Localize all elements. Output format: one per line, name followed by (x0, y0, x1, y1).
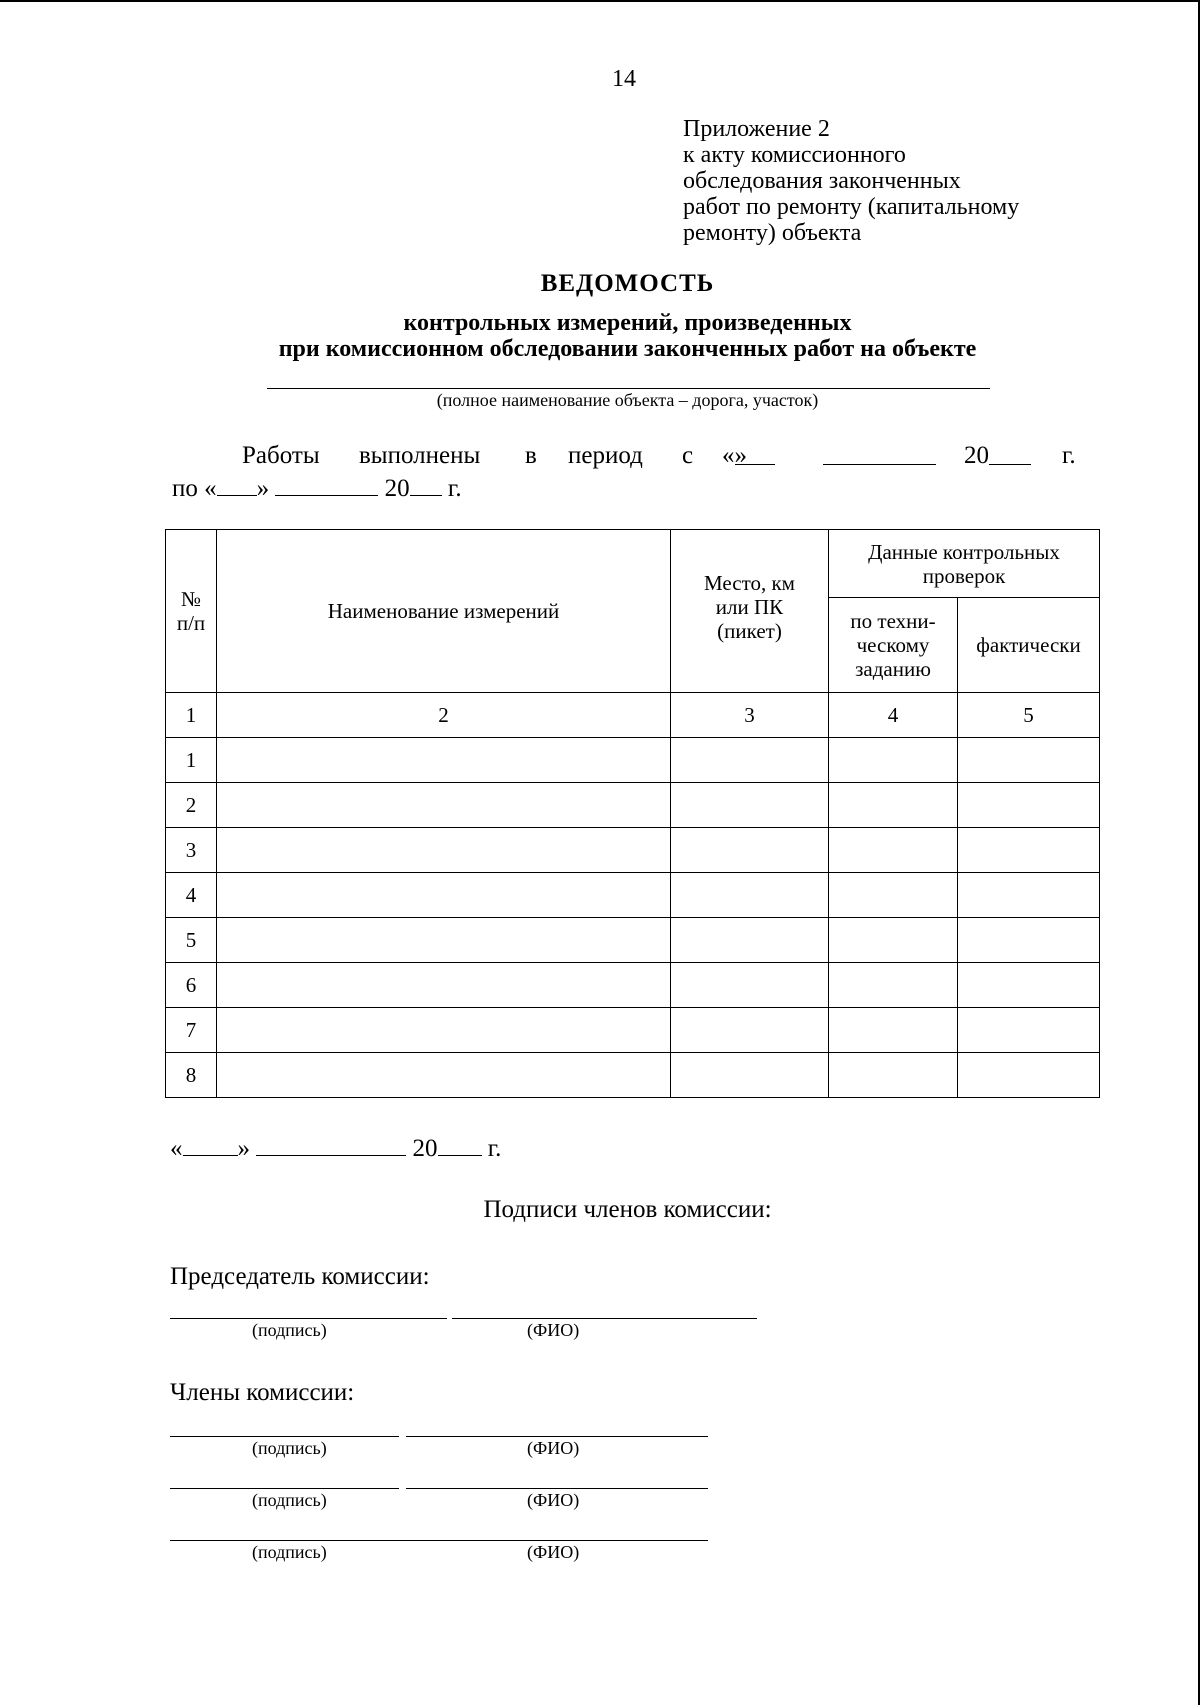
cell-place[interactable] (671, 828, 829, 873)
appendix-line: к акту комиссионного (683, 142, 906, 168)
column-number: 3 (671, 693, 829, 738)
chairman-signature-field[interactable] (170, 1318, 447, 1319)
appendix-line: обследования законченных (683, 168, 961, 194)
year-suffix: г. (1062, 442, 1076, 469)
cell-name[interactable] (217, 873, 671, 918)
start-day-field[interactable] (735, 442, 775, 465)
table-row (166, 873, 1100, 918)
end-day-field[interactable] (217, 473, 257, 496)
table-row (166, 783, 1100, 828)
cell-actual[interactable] (958, 783, 1100, 828)
cell-place[interactable] (671, 963, 829, 1008)
cell-place[interactable] (671, 738, 829, 783)
table-row (166, 1053, 1100, 1098)
period-word: с (682, 442, 694, 469)
document-subtitle (0, 310, 1200, 362)
cell-place[interactable] (671, 873, 829, 918)
date-quote-open: « (170, 1135, 183, 1162)
object-name-field[interactable] (267, 388, 990, 389)
subtitle-line-1: контрольных измерений, произведенных (403, 310, 852, 336)
cell-name[interactable] (217, 828, 671, 873)
table-row (166, 828, 1100, 873)
member-signature-field[interactable] (170, 1488, 399, 1489)
period-word: Работы (242, 442, 320, 469)
date-quote-close: » (237, 1135, 250, 1162)
date-year-field[interactable] (438, 1133, 482, 1156)
chairman-name-caption: (ФИО) (527, 1320, 580, 1340)
date-month-field[interactable] (256, 1133, 406, 1156)
period-word: в (525, 442, 537, 469)
row-number: 3 (166, 828, 217, 873)
table-row (166, 738, 1100, 783)
member-name-field[interactable] (406, 1488, 708, 1489)
appendix-note (683, 116, 1019, 246)
date-year-suffix: г. (487, 1135, 502, 1162)
date-year-prefix: 20 (412, 1135, 438, 1162)
end-year-prefix: 20 (384, 475, 410, 502)
cell-spec[interactable] (829, 918, 958, 963)
page-number: 14 (612, 66, 636, 92)
measurements-table (165, 529, 1100, 1098)
column-number: 5 (958, 693, 1100, 738)
appendix-line: ремонту) объекта (683, 220, 862, 246)
cell-spec[interactable] (829, 963, 958, 1008)
member-name-caption: (ФИО) (527, 1438, 580, 1458)
start-year-field[interactable] (989, 442, 1031, 465)
year-prefix: 20 (964, 442, 989, 469)
cell-name[interactable] (217, 1053, 671, 1098)
header-name-text: Наименование измерений (327, 599, 560, 623)
header-data-group (829, 530, 1100, 598)
cell-name[interactable] (217, 918, 671, 963)
document-title: ВЕДОМОСТЬ (540, 270, 715, 297)
quote-close: » (734, 442, 747, 469)
cell-spec[interactable] (829, 1008, 958, 1053)
date-day-field[interactable] (183, 1133, 238, 1156)
cell-actual[interactable] (958, 1008, 1100, 1053)
period-word: выполнены (359, 442, 481, 469)
header-place (671, 530, 829, 693)
cell-actual[interactable] (958, 1053, 1100, 1098)
cell-actual[interactable] (958, 963, 1100, 1008)
header-data-group-text: Данные контрольных проверок (868, 539, 1060, 588)
quote-open: « (722, 442, 735, 469)
row-number: 8 (166, 1053, 217, 1098)
date-line (170, 1133, 501, 1163)
cell-place[interactable] (671, 918, 829, 963)
header-num-text: № п/п (176, 587, 206, 635)
cell-place[interactable] (671, 1053, 829, 1098)
cell-name[interactable] (217, 963, 671, 1008)
row-number: 1 (166, 738, 217, 783)
header-place-text: Место, км или ПК (пикет) (704, 571, 795, 643)
cell-spec[interactable] (829, 783, 958, 828)
appendix-line: Приложение 2 (683, 116, 830, 142)
period-word: период (568, 442, 643, 469)
chairman-signature-caption: (подпись) (252, 1320, 327, 1340)
cell-place[interactable] (671, 1008, 829, 1053)
cell-name[interactable] (217, 738, 671, 783)
row-number: 5 (166, 918, 217, 963)
appendix-line: работ по ремонту (капитальному (683, 194, 1020, 220)
member-name-caption: (ФИО) (527, 1542, 580, 1562)
header-name (217, 530, 671, 693)
object-name-caption: (полное наименование объекта – дорога, участок) (436, 390, 819, 410)
period-line-2 (172, 473, 462, 503)
row-number: 6 (166, 963, 217, 1008)
end-year-field[interactable] (410, 473, 442, 496)
page-border-top (0, 0, 1200, 2)
member-name-caption: (ФИО) (527, 1490, 580, 1510)
member-signature-caption: (подпись) (252, 1490, 327, 1510)
header-num (166, 530, 217, 693)
member-signature-field[interactable] (170, 1436, 399, 1437)
member-signature-caption: (подпись) (252, 1438, 327, 1458)
header-actual-text: фактически (976, 633, 1081, 657)
header-spec-text: по техни- ческому заданию (850, 609, 936, 681)
column-number-row (166, 693, 1100, 738)
member-name-field[interactable] (406, 1436, 708, 1437)
period-start-day (722, 442, 747, 470)
column-number: 1 (166, 693, 217, 738)
end-month-field[interactable] (275, 473, 378, 496)
cell-spec[interactable] (829, 1053, 958, 1098)
cell-actual[interactable] (958, 738, 1100, 783)
start-year (964, 442, 989, 470)
end-quote-open: по « (172, 475, 217, 502)
end-quote-close: » (256, 475, 270, 502)
cell-spec[interactable] (829, 738, 958, 783)
cell-name[interactable] (217, 783, 671, 828)
end-year-suffix: г. (447, 475, 462, 502)
signatures-heading: Подписи членов комиссии: (483, 1196, 772, 1223)
cell-spec[interactable] (829, 828, 958, 873)
member-signature-caption: (подпись) (252, 1542, 327, 1562)
row-number: 7 (166, 1008, 217, 1053)
members-label: Члены комиссии: (170, 1379, 355, 1406)
table-row (166, 963, 1100, 1008)
member-signature-field[interactable] (170, 1540, 708, 1541)
cell-actual[interactable] (958, 918, 1100, 963)
subtitle-line-2: при комиссионном обследовании законченных работ на объекте (278, 336, 977, 362)
cell-place[interactable] (671, 783, 829, 828)
cell-actual[interactable] (958, 828, 1100, 873)
start-month-field[interactable] (823, 442, 936, 465)
header-actual (958, 598, 1100, 693)
row-number: 2 (166, 783, 217, 828)
column-number: 4 (829, 693, 958, 738)
row-number: 4 (166, 873, 217, 918)
chairman-label: Председатель комиссии: (170, 1263, 430, 1290)
header-spec (829, 598, 958, 693)
column-number: 2 (217, 693, 671, 738)
cell-name[interactable] (217, 1008, 671, 1053)
table-row (166, 918, 1100, 963)
chairman-name-field[interactable] (452, 1318, 757, 1319)
cell-actual[interactable] (958, 873, 1100, 918)
table-row (166, 1008, 1100, 1053)
cell-spec[interactable] (829, 873, 958, 918)
